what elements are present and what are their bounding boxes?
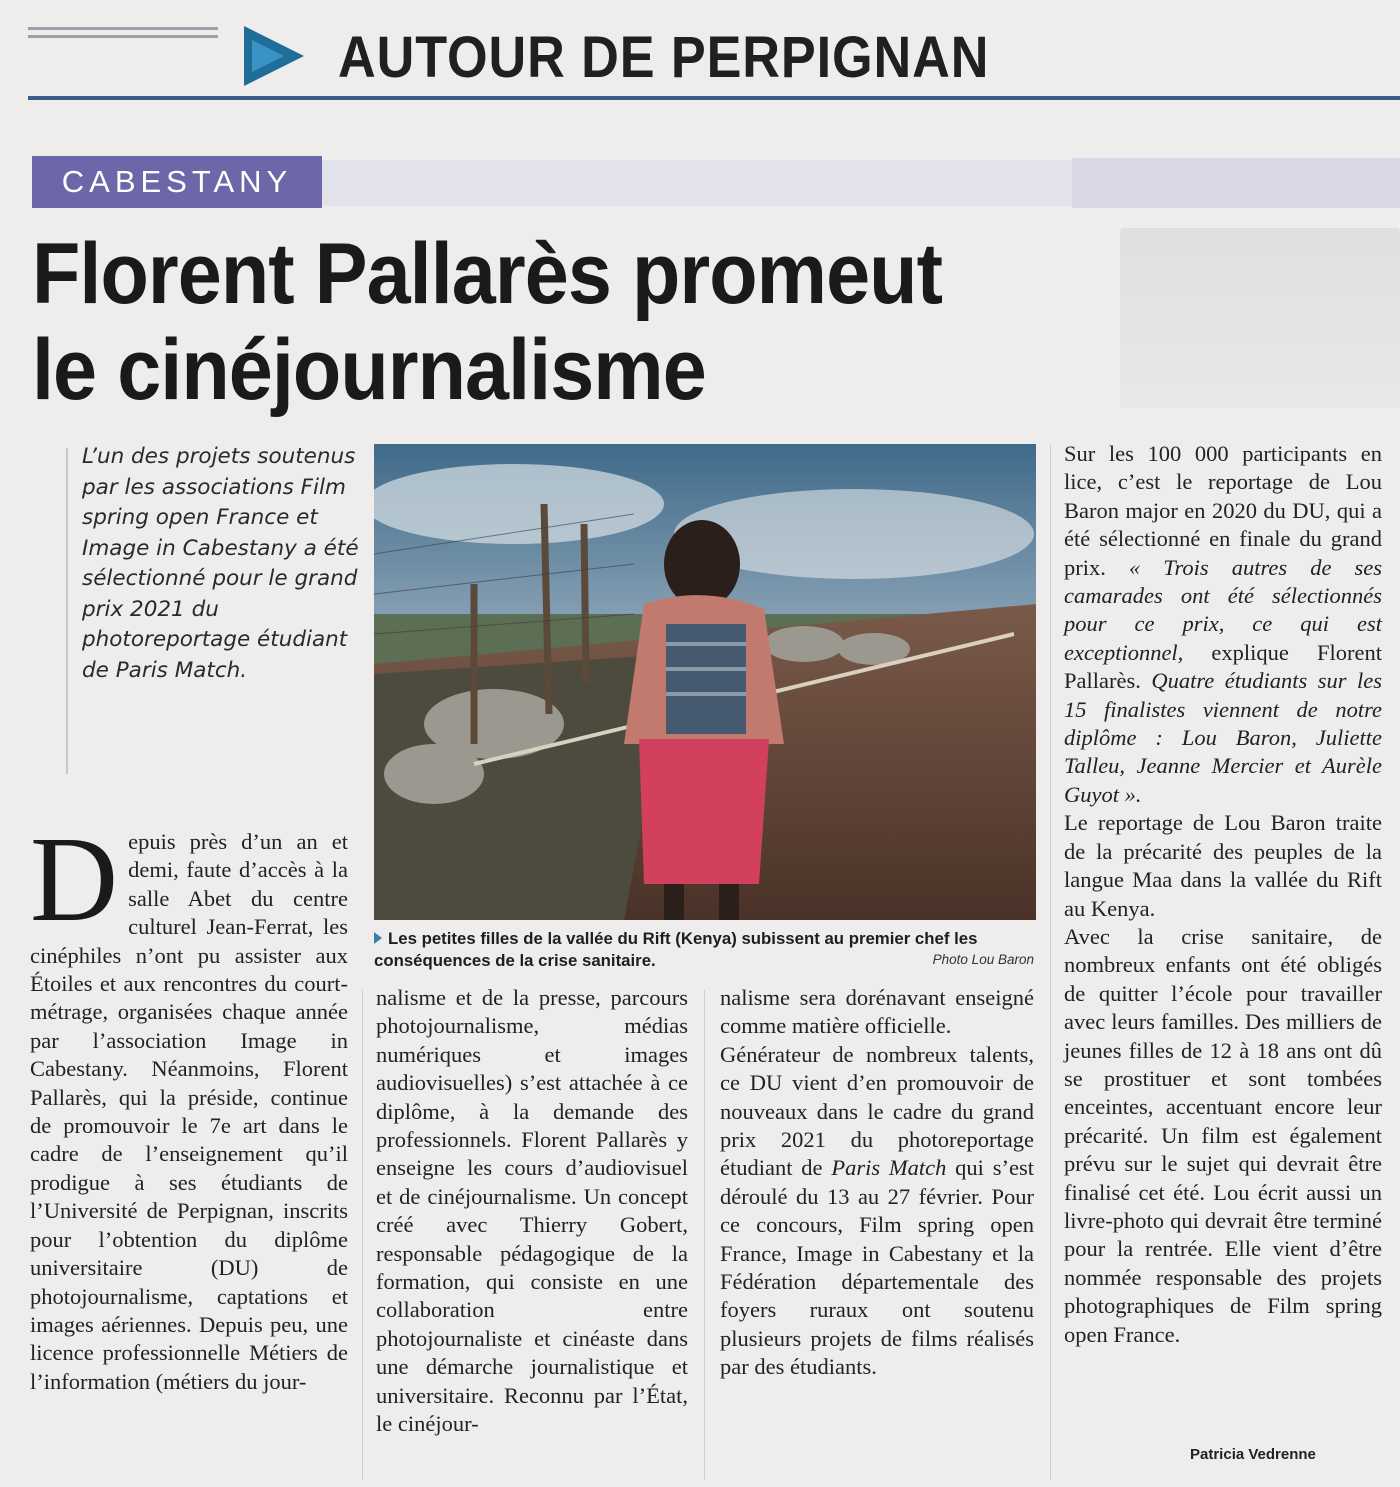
publication-name: Paris Match <box>831 1155 947 1181</box>
body-paragraph: nalisme sera dorénavant enseigné comme matière officielle. <box>720 985 1034 1039</box>
body-paragraph: nalisme et de la presse, parcours photojournalisme, médias numériques et images audiovisuelles) s’est attachée à ce diplôme, à la demande des professionnels. Florent Pallarès y enseigne les cours d’audiovisuel et de cinéjournalisme. Un concept créé avec Thierry Gobert, responsable pédagogique de la formation, qui consiste en une collaboration entre photojournaliste et cinéaste dans une démarche journalistique et universitaire. Reconnu par l’État, le cinéjour- <box>376 985 688 1437</box>
article-headline <box>32 226 1035 418</box>
lead-rule <box>66 448 68 774</box>
body-paragraph: Avec la crise sanitaire, de nombreux enfants ont été obligés de quitter l’école pour travailler avec leurs familles. Des milliers de jeunes filles de 12 à 18 ans ont dû se prostituer et sont tombées enceintes, accentuant encore leur précarité. Un film est également prévu sur le sujet qui devrait être finalisé cet été. Lou écrit aussi un livre-photo qui devrait être terminé pour la rentrée. Elle vient d’être nommée responsable des projets photographiques de Film spring open France. <box>1064 923 1382 1347</box>
headline-line-2: le cinéjournalisme <box>32 322 706 418</box>
column-rule <box>704 990 705 1480</box>
column-rule <box>362 990 363 1480</box>
body-paragraph <box>720 1041 1034 1382</box>
section-arrow-highlight <box>252 40 284 72</box>
text-run: Sur les 100 000 participants en lice, c’est le reportage de Lou Baron major en 2020 du DU, qui a été sélectionné en finale du grand prix. <box>1064 441 1382 580</box>
body-paragraph <box>1064 440 1382 809</box>
photo-caption-text: Les petites filles de la vallée du Rift (Kenya) subissent au premier chef les conséquences de la crise sanitaire. <box>374 929 978 970</box>
section-title: AUTOUR DE PERPIGNAN <box>338 25 990 90</box>
neighbour-article-headline-shadow <box>1120 228 1400 408</box>
body-column-4 <box>1064 440 1382 1349</box>
page-folio-mark <box>28 22 218 42</box>
photo-credit: Photo Lou Baron <box>932 952 1034 967</box>
article-photo <box>374 444 1036 920</box>
drop-cap: D <box>30 812 119 947</box>
text-run: Générateur de nombreux talents, ce DU vient d’en promouvoir de nouveaux dans le cadre du grand prix 2021 du photoreportage étudiant de <box>720 1041 1034 1181</box>
neighbour-article-kicker <box>1072 158 1400 208</box>
quote-run: Quatre étudiants sur les 15 finalistes viennent de notre diplôme : Lou Baron, Juliette Talleu, Jeanne Mercier et Aurèle Guyot ». <box>1064 668 1382 807</box>
body-column-2 <box>376 984 688 1439</box>
article-kicker: CABESTANY <box>32 156 322 208</box>
body-paragraph: epuis près d’un an et demi, faute d’accès à la salle Abet du centre culturel Jean-Ferrat, les cinéphiles n’ont pu assister aux Étoiles et aux rencontres du court-métrage, organisées chaque année par l’association Image in Cabestany. Néanmoins, Florent Pallarès, qui la préside, continue de promouvoir le 7e art dans le cadre de l’enseignement qu’il prodigue à ses étudiants de l’Université de Perpignan, inscrits pour l’obtention du diplôme universitaire (DU) de photojournalisme, captations et images aériennes. Depuis peu, une licence professionnelle Métiers de l’information (métiers du jour- <box>30 829 348 1394</box>
header-rule <box>28 96 1400 100</box>
photo-illustration <box>374 444 1036 920</box>
body-paragraph: Le reportage de Lou Baron traite de la précarité des peuples de la langue Maa dans la vallée du Rift au Kenya. <box>1064 810 1382 921</box>
text-run: explique Florent Pallarès. <box>1064 639 1382 694</box>
headline-line-1: Florent Pallarès promeut <box>32 226 943 322</box>
text-run: qui s’est déroulé du 13 au 27 février. Pour ce concours, Film spring open France, Image in Cabestany et la Fédération départementale des foyers ruraux ont soutenu plusieurs projets de films réalisés par des étudiants. <box>720 1155 1034 1380</box>
column-rule <box>1050 444 1051 1480</box>
body-column-3 <box>720 984 1034 1382</box>
body-column-1 <box>30 812 348 1396</box>
quote-run: « Trois autres de ses camarades ont été sélectionnés pour ce prix, ce qui est exceptionnel, <box>1064 554 1383 665</box>
author-signature: Patricia Vedrenne <box>1190 1446 1316 1463</box>
article-lead: L’un des projets soutenus par les associations Film spring open France et Image in Cabestany a été sélectionné pour le grand prix 2021 du photoreportage étudiant de Paris Match. <box>82 444 359 683</box>
